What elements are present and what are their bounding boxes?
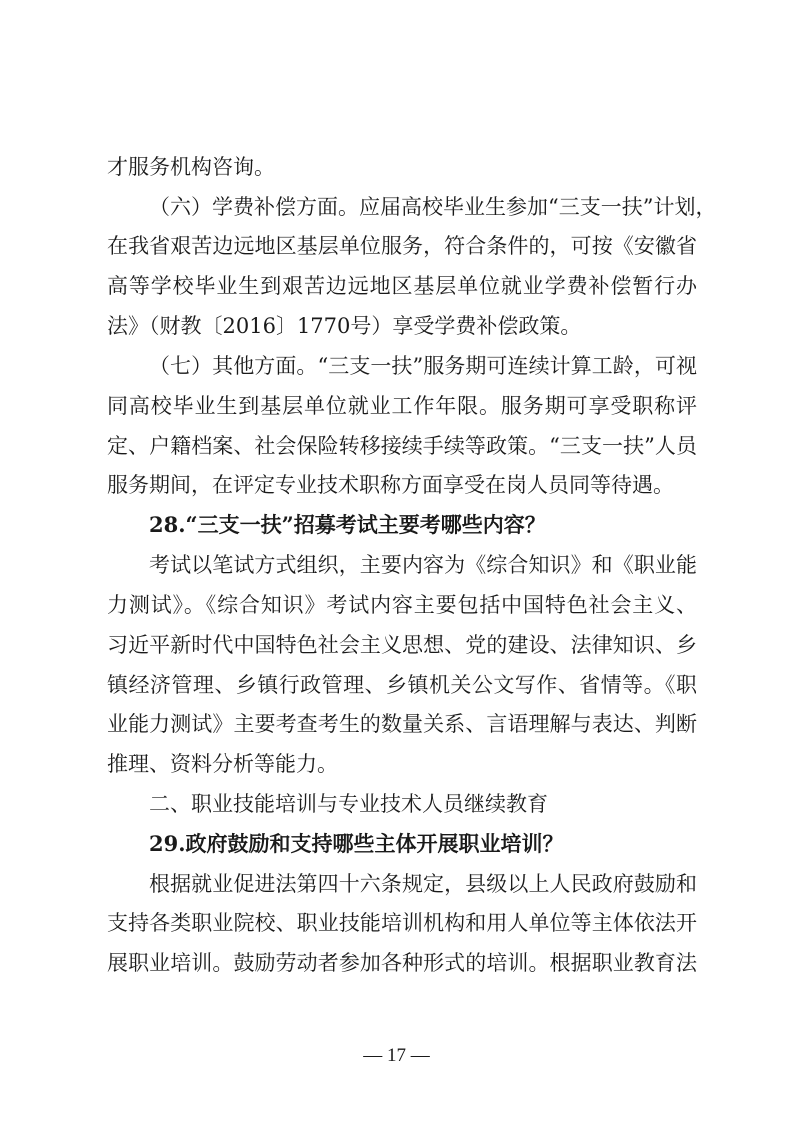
paragraph-line: 习近平新时代中国特色社会主义思想、党的建设、法律知识、乡 [107, 633, 697, 657]
paragraph-line: 根据就业促进法第四十六条规定，县级以上人民政府鼓励和 [149, 872, 697, 896]
page-number: — 17 — [363, 1045, 430, 1066]
paragraph-line: 才服务机构咨询。 [107, 155, 275, 179]
paragraph-line: （六）学费补偿方面。应届高校毕业生参加“三支一扶”计划， [149, 195, 717, 219]
paragraph-line: 高等学校毕业生到艰苦边远地区基层单位就业学费补偿暂行办 [107, 274, 697, 298]
paragraph-line: 考试以笔试方式组织，主要内容为《综合知识》和《职业能 [149, 553, 697, 577]
question-heading: 29.政府鼓励和支持哪些主体开展职业培训？ [149, 831, 564, 856]
paragraph-line: 支持各类职业院校、职业技能培训机构和用人单位等主体依法开 [107, 911, 697, 935]
paragraph-line: 业能力测试》主要考查考生的数量关系、言语理解与表达、判断 [107, 712, 697, 736]
paragraph-line: 同高校毕业生到基层单位就业工作年限。服务期可享受职称评 [107, 394, 697, 418]
paragraph-line: 服务期间，在评定专业技术职称方面享受在岗人员同等待遇。 [107, 473, 674, 497]
paragraph-line: 推理、资料分析等能力。 [107, 752, 338, 776]
paragraph-line: 展职业培训。鼓励劳动者参加各种形式的培训。根据职业教育法 [107, 951, 697, 975]
paragraph-line: 力测试》。《综合知识》考试内容主要包括中国特色社会主义、 [107, 593, 697, 617]
paragraph-line: 定、户籍档案、社会保险转移接续手续等政策。“三支一扶”人员 [107, 434, 697, 458]
paragraph-line: 法》（财教〔2016〕1770号）享受学费补偿政策。 [107, 314, 582, 338]
paragraph-line: 镇经济管理、乡镇行政管理、乡镇机关公文写作、省情等。《职 [107, 673, 697, 697]
paragraph-line: 在我省艰苦边远地区基层单位服务，符合条件的，可按《安徽省 [107, 234, 697, 258]
paragraph-line: （七）其他方面。“三支一扶”服务期可连续计算工龄，可视 [149, 354, 697, 378]
question-heading: 28.“三支一扶”招募考试主要考哪些内容？ [149, 512, 546, 537]
section-heading: 二、职业技能培训与专业技术人员继续教育 [149, 792, 548, 816]
